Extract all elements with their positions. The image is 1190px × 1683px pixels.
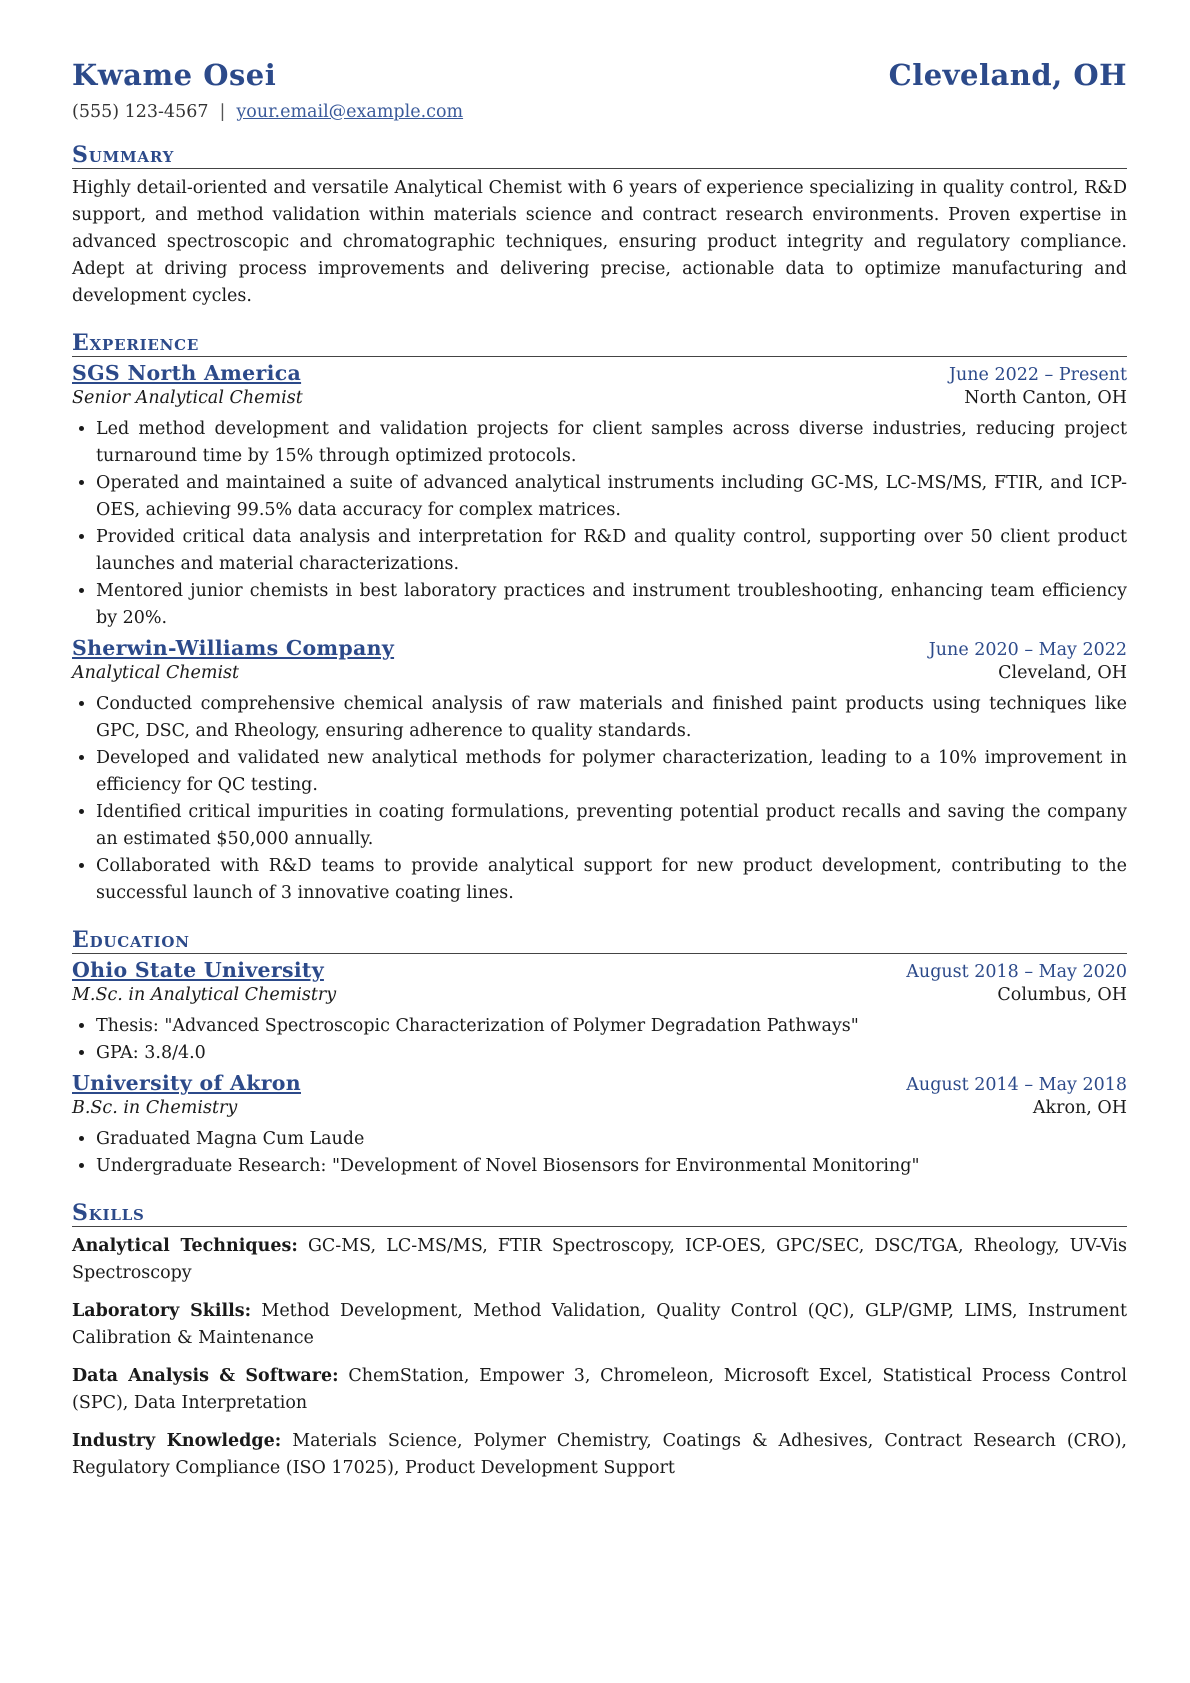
bullet-list xyxy=(72,1013,1127,1067)
candidate-name: Kwame Osei xyxy=(72,58,277,92)
summary-text: Highly detail-oriented and versatile Analytical Chemist with 6 years of experience specializing in quality control, R&D support, and method validation within materials science and contract research environments. Proven expertise in advanced spectroscopic and chromatographic techniques, ensuring product integrity and regulatory compliance. Adept at driving process improvements and delivering precise, actionable data to optimize manufacturing and development cycles. xyxy=(72,178,1127,306)
email-link[interactable]: your.email@example.com xyxy=(236,102,464,122)
entry-location: Akron, OH xyxy=(1032,1098,1127,1118)
bullet-list xyxy=(72,691,1127,907)
skill-row xyxy=(72,1428,1127,1482)
skill-label: Industry Knowledge: xyxy=(72,1431,282,1451)
experience-entry xyxy=(72,361,1127,632)
bullet-item: • Undergraduate Research: "Development of Novel Biosensors for Environmental Monitoring" xyxy=(96,1153,1127,1180)
skill-label: Analytical Techniques: xyxy=(72,1236,298,1256)
bullet-item: • Collaborated with R&D teams to provide analytical support for new product development, contributing to the successful launch of 3 innovative coating lines. xyxy=(96,853,1127,907)
entry-dates: August 2014 – May 2018 xyxy=(906,1075,1127,1095)
bullet-list xyxy=(72,1126,1127,1180)
section-title-education: Education xyxy=(72,927,1127,954)
job-title: Analytical Chemist xyxy=(72,663,240,683)
skill-text: ChemStation, Empower 3, Chromeleon, Microsoft Excel, Statistical Process Control (SPC), Data Interpretation xyxy=(72,1366,1127,1413)
education-entry xyxy=(72,1071,1127,1180)
contact-line xyxy=(72,102,1127,122)
degree: M.Sc. in Analytical Chemistry xyxy=(72,985,337,1005)
entry-location: Cleveland, OH xyxy=(998,663,1127,683)
skill-label: Data Analysis & Software: xyxy=(72,1366,339,1386)
entry-dates: June 2022 – Present xyxy=(948,365,1127,385)
bullet-item: • Identified critical impurities in coating formulations, preventing potential product recalls and saving the company an estimated $50,000 annually. xyxy=(96,799,1127,853)
entry-dates: June 2020 – May 2022 xyxy=(928,640,1127,660)
school-link[interactable]: Ohio State University xyxy=(72,958,324,982)
skill-text: GC-MS, LC-MS/MS, FTIR Spectroscopy, ICP-OES, GPC/SEC, DSC/TGA, Rheology, UV-Vis Spectroscopy xyxy=(72,1236,1127,1283)
entry-dates: August 2018 – May 2020 xyxy=(906,962,1127,982)
section-title-experience: Experience xyxy=(72,330,1127,357)
bullet-item: • Graduated Magna Cum Laude xyxy=(96,1126,1127,1153)
section-title-skills: Skills xyxy=(72,1200,1127,1227)
entry-location: North Canton, OH xyxy=(964,388,1127,408)
skill-label: Laboratory Skills: xyxy=(72,1301,252,1321)
skill-text: Materials Science, Polymer Chemistry, Coatings & Adhesives, Contract Research (CRO), Regulatory Compliance (ISO 17025), Product Development Support xyxy=(72,1431,1127,1478)
contact-separator: | xyxy=(219,102,226,122)
bullet-item: • Operated and maintained a suite of advanced analytical instruments including GC-MS, LC-MS/MS, FTIR, and ICP-OES, achieving 99.5% data accuracy for complex matrices. xyxy=(96,470,1127,524)
bullet-item: • Mentored junior chemists in best laboratory practices and instrument troubleshooting, enhancing team efficiency by 20%. xyxy=(96,578,1127,632)
skill-row xyxy=(72,1298,1127,1352)
resume-page xyxy=(72,58,1127,1493)
candidate-location: Cleveland, OH xyxy=(888,58,1127,92)
skills-list xyxy=(72,1233,1127,1482)
skill-row xyxy=(72,1233,1127,1287)
bullet-item: • Conducted comprehensive chemical analysis of raw materials and finished paint products using techniques like GPC, DSC, and Rheology, ensuring adherence to quality standards. xyxy=(96,691,1127,745)
skill-text: Method Development, Method Validation, Quality Control (QC), GLP/GMP, LIMS, Instrument Calibration & Maintenance xyxy=(72,1301,1127,1348)
bullet-list xyxy=(72,416,1127,632)
entry-location: Columbus, OH xyxy=(997,985,1127,1005)
bullet-item: • Thesis: "Advanced Spectroscopic Characterization of Polymer Degradation Pathways" xyxy=(96,1013,1127,1040)
resume-header xyxy=(72,58,1127,92)
degree: B.Sc. in Chemistry xyxy=(72,1098,238,1118)
phone-number: (555) 123-4567 xyxy=(72,102,209,122)
bullet-item: • GPA: 3.8/4.0 xyxy=(96,1040,1127,1067)
job-title: Senior Analytical Chemist xyxy=(72,388,303,408)
section-title-summary: Summary xyxy=(72,142,1127,169)
experience-entry xyxy=(72,636,1127,907)
employer-link[interactable]: SGS North America xyxy=(72,361,302,385)
school-link[interactable]: University of Akron xyxy=(72,1071,301,1095)
bullet-item: • Provided critical data analysis and interpretation for R&D and quality control, supporting over 50 client product launches and material characterizations. xyxy=(96,524,1127,578)
bullet-item: • Led method development and validation projects for client samples across diverse industries, reducing project turnaround time by 15% through optimized protocols. xyxy=(96,416,1127,470)
employer-link[interactable]: Sherwin-Williams Company xyxy=(72,636,395,660)
education-entry xyxy=(72,958,1127,1067)
skill-row xyxy=(72,1363,1127,1417)
bullet-item: • Developed and validated new analytical methods for polymer characterization, leading to a 10% improvement in efficiency for QC testing. xyxy=(96,745,1127,799)
